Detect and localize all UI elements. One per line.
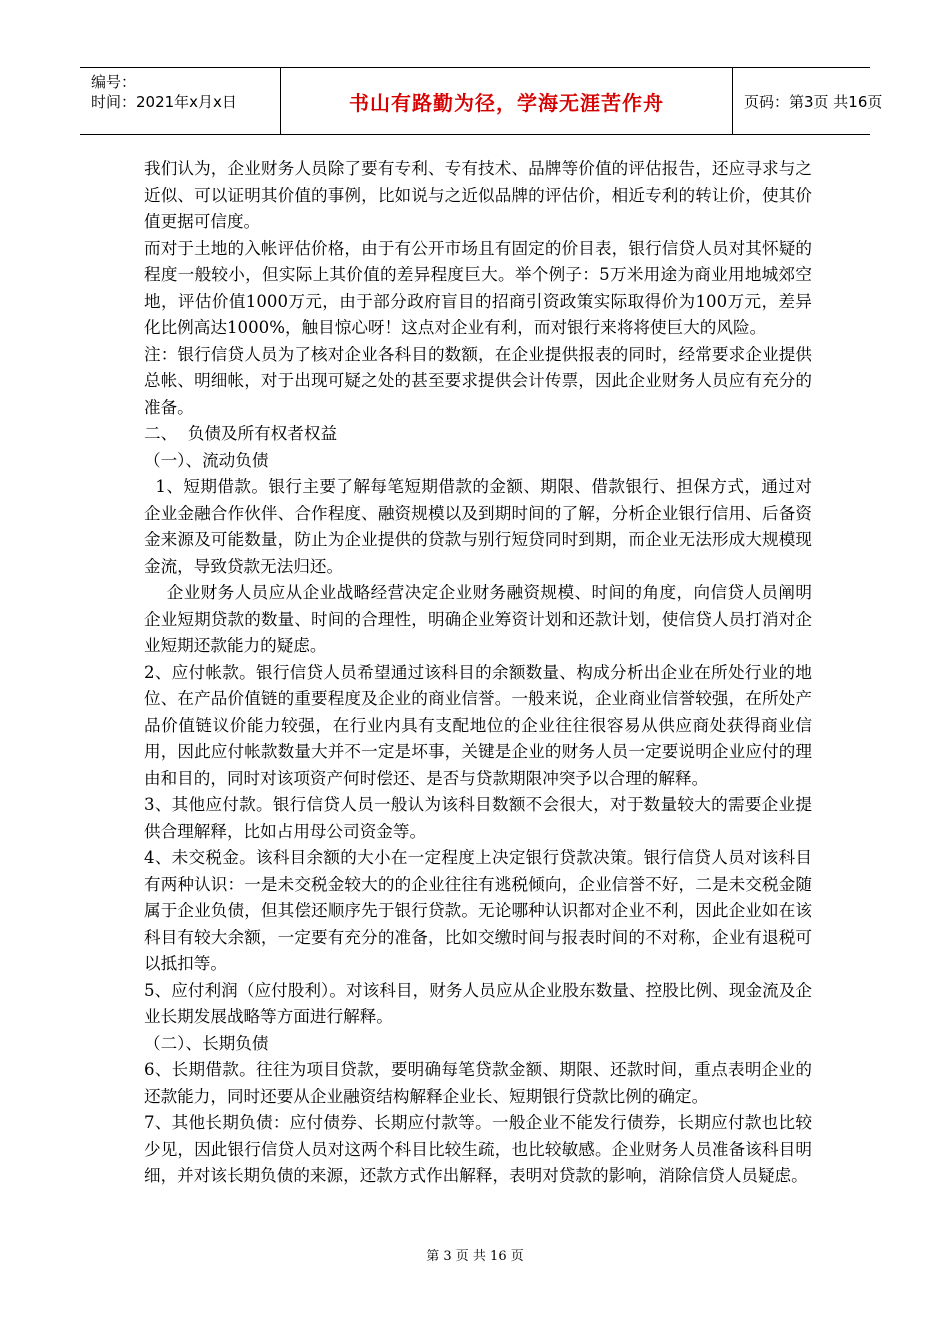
paragraph: 3、其他应付款。银行信贷人员一般认为该科目数额不会很大，对于数量较大的需要企业提供合理解释，比如占用母公司资金等。: [144, 795, 812, 841]
paragraph: 企业财务人员应从企业战略经营决定企业财务融资规模、时间的角度，向信贷人员阐明企业短期贷款的数量、时间的合理性，明确企业筹资计划和还款计划，使信贷人员打消对企业短期还款能力的疑虑。: [144, 583, 812, 655]
subsection-heading: （一）、流动负债: [144, 450, 269, 470]
paragraph: 6、长期借款。往往为项目贷款，要明确每笔贷款金额、期限、还款时间，重点表明企业的还款能力，同时还要从企业融资结构解释企业长、短期银行贷款比例的确定。: [144, 1060, 812, 1106]
date-label: 时间：2021年x月x日: [91, 93, 237, 111]
paragraph: 2、应付帐款。银行信贷人员希望通过该科目的余额数量、构成分析出企业在所处行业的地位、在产品价值链的重要程度及企业的商业信誉。一般来说，企业商业信誉较强，在所处产品价值链议价能力较强，在行业内具有支配地位的企业往往很容易从供应商处获得商业信用，因此应付帐款数量大并不一定是坏事，关键是企业的财务人员一定要说明企业应付的理由和目的，同时对该项资产何时偿还、是否与贷款期限冲突予以合理的解释。: [144, 662, 812, 788]
paragraph: 注：银行信贷人员为了核对企业各科目的数额，在企业提供报表的同时，经常要求企业提供总帐、明细帐，对于出现可疑之处的甚至要求提供会计传票，因此企业财务人员应有充分的准备。: [144, 344, 812, 417]
header-page-info: 页码：第3页 共16页: [744, 92, 883, 111]
header-motto: 书山有路勤为径，学海无涯苦作舟: [281, 68, 733, 134]
paragraph: 4、未交税金。该科目余额的大小在一定程度上决定银行贷款决策。银行信贷人员对该科目有两种认识：一是未交税金较大的的企业往往有逃税倾向，企业信誉不好，二是未交税金随属于企业负债，但其偿还顺序先于银行贷款。无论哪种认识都对企业不利，因此企业如在该科目有较大余额，一定要有充分的准备，比如交缴时间与报表时间的不对称，企业有退税可以抵扣等。: [144, 848, 812, 973]
page-footer: 第 3 页 共 16 页: [426, 1249, 524, 1264]
paragraph: 我们认为，企业财务人员除了要有专利、专有技术、品牌等价值的评估报告，还应寻求与之近似、可以证明其价值的事例，比如说与之近似品牌的评估价，相近专利的转让价，使其价值更据可信度。: [144, 159, 812, 231]
section-heading: 二、 负债及所有权者权益: [144, 424, 338, 443]
doc-number-label: 编号：: [91, 73, 137, 91]
paragraph: 而对于土地的入帐评估价格，由于有公开市场且有固定的价目表，银行信贷人员对其怀疑的程度一般较小，但实际上其价值的差异程度巨大。举个例子：5万米用途为商业用地城郊空地，评估价值1000万元，由于部分政府盲目的招商引资政策实际取得价为100万元，差异化比例高达1000%，触目惊心呀！这点对企业有利，而对银行来将将使巨大的风险。: [144, 238, 812, 337]
paragraph: 5、应付利润（应付股利）。对该科目，财务人员应从企业股东数量、控股比例、现金流及企业长期发展战略等方面进行解释。: [144, 980, 812, 1026]
paragraph: 7、其他长期负债：应付债券、长期应付款等。一般企业不能发行债券，长期应付款也比较少见，因此银行信贷人员对这两个科目比较生疏，也比较敏感。企业财务人员准备该科目明细，并对该长期负债的来源，还款方式作出解释，表明对贷款的影响，消除信贷人员疑虑。: [144, 1113, 812, 1185]
paragraph: 1、短期借款。银行主要了解每笔短期借款的金额、期限、借款银行、担保方式，通过对企业金融合作伙伴、合作程度、融资规模以及到期时间的了解，分析企业银行信用、后备资金来源及可能数量，防止为企业提供的贷款与别行短贷同时到期，而企业无法形成大规模现金流，导致贷款无法归还。: [144, 477, 812, 576]
document-body: [144, 156, 812, 1190]
header-meta: [80, 68, 281, 134]
subsection-heading: （二）、长期负债: [144, 1033, 269, 1053]
page-header: [80, 67, 883, 135]
